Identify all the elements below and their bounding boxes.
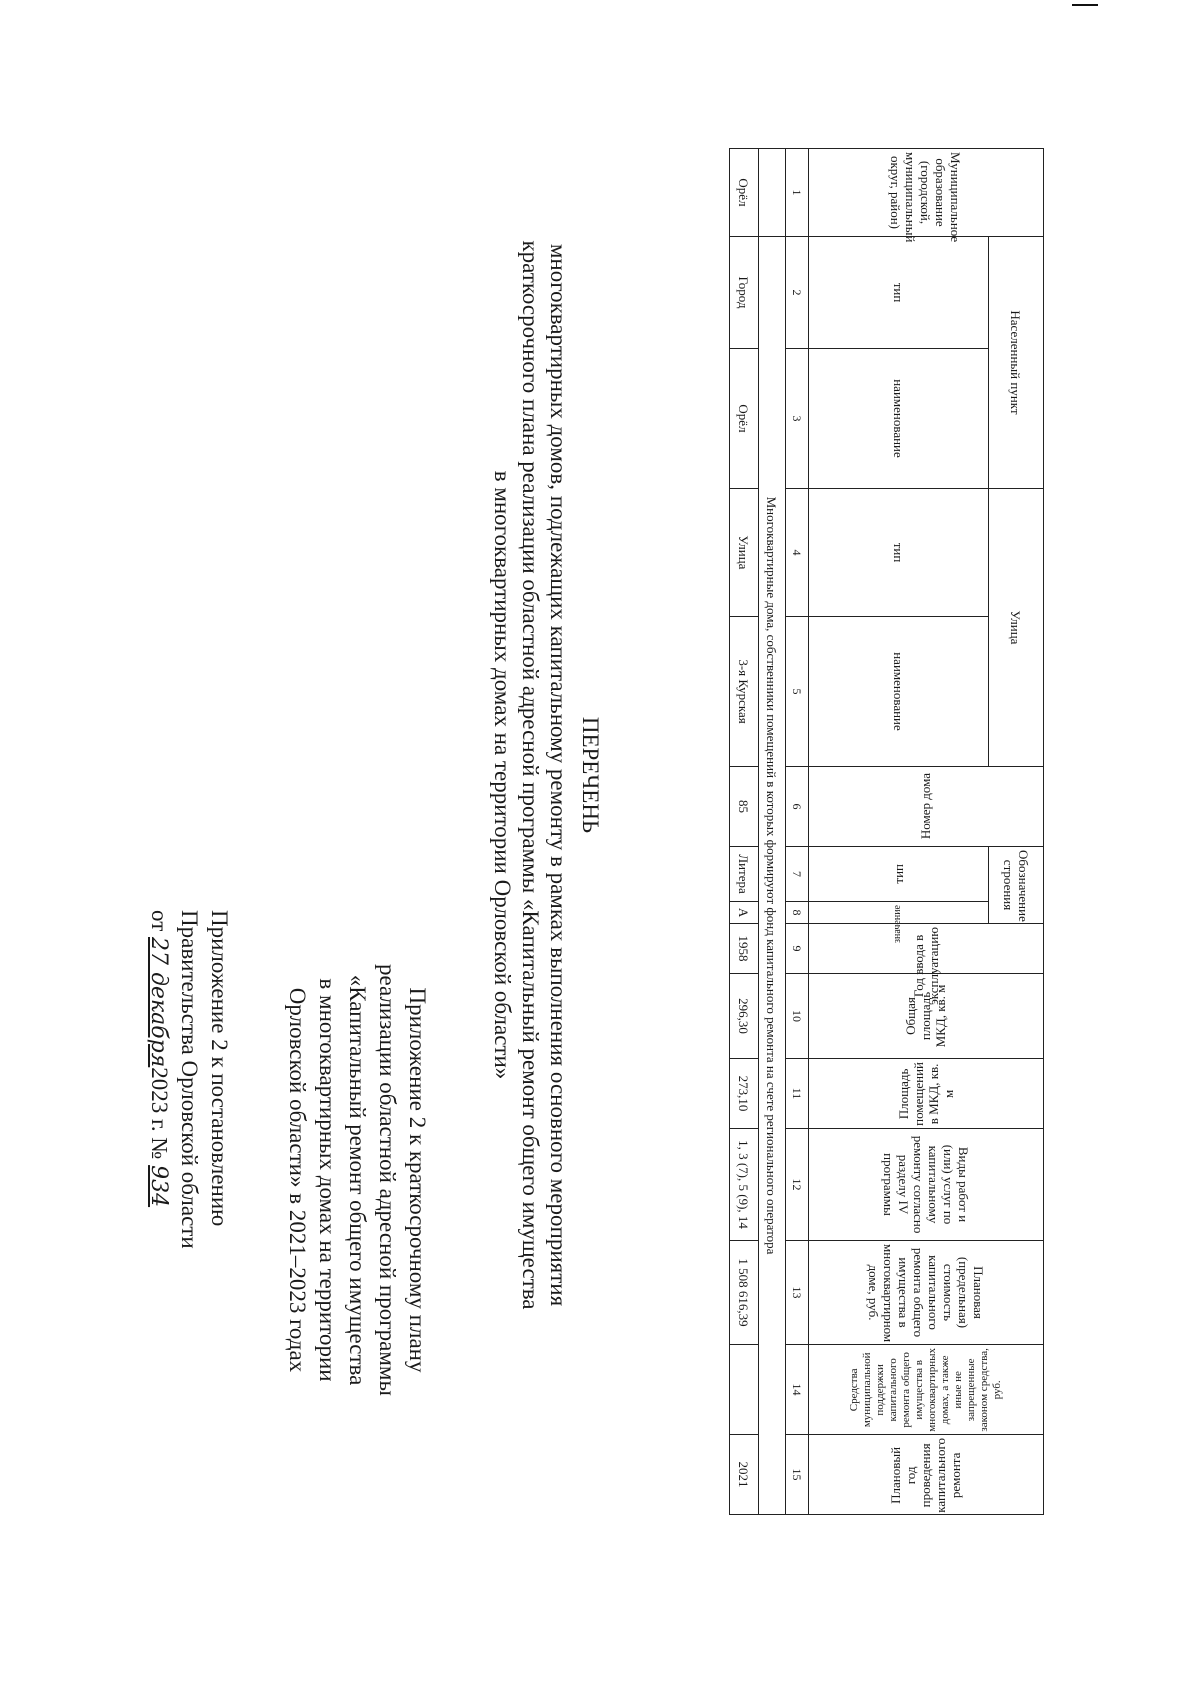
decree-line-2: Правительства Орловской области	[177, 910, 202, 1249]
cell-municipality: Орёл	[730, 149, 759, 237]
header-total-area: Общая площадь МКД, кв. м	[809, 974, 1044, 1059]
header-settlement-type: тип	[809, 237, 989, 349]
column-number: 1	[786, 149, 809, 237]
cell-building-value: А	[730, 902, 759, 924]
header-street-type: тип	[809, 489, 989, 617]
header-planned-cost: Плановая (предельная) стоимость капитального ремонта общего имущества в многоквартирном доме, руб.	[809, 1241, 1044, 1345]
cell-premises-area: 273,10	[730, 1059, 759, 1129]
cell-building-type: Литера	[730, 847, 759, 902]
column-number: 5	[786, 617, 809, 767]
header-year-commissioned: Год ввода в эксплуатацию	[809, 924, 1044, 974]
column-number: 12	[786, 1129, 809, 1241]
cell-municipal-support	[730, 1345, 759, 1435]
plan-line-4: в многоквартирных домах на территории	[315, 978, 340, 1382]
plan-line-1: Приложение 2 к краткосрочному плану	[405, 987, 430, 1373]
column-number: 15	[786, 1435, 809, 1515]
cell-total-area: 296,30	[730, 974, 759, 1059]
column-number: 3	[786, 349, 809, 489]
column-number: 7	[786, 847, 809, 902]
cell-work-types: 1, 3 (7), 5 (9), 14	[730, 1129, 759, 1241]
decree-line-1: Приложение 2 к постановлению	[207, 910, 232, 1227]
houses-table	[729, 148, 1044, 1515]
header-settlement: Населенный пункт	[989, 237, 1044, 489]
header-municipal-support: Средства муниципальной поддержки капитального ремонта общего имущества в многоквартирных домах, а также иные не запрещенные законом средства, руб.	[809, 1345, 1044, 1435]
handwritten-date: 27 декабря	[146, 937, 171, 1068]
decree-appendix-block	[143, 910, 234, 1310]
column-number: 11	[786, 1059, 809, 1129]
header-house-number: Номер дома	[809, 767, 1044, 847]
cell-street-type: Улица	[730, 489, 759, 617]
header-municipality: Муниципальное образование (городской, муниципальный округ, район)	[809, 149, 1044, 237]
column-number: 9	[786, 924, 809, 974]
cell-street-name: 3-я Курская	[730, 617, 759, 767]
column-number: 2	[786, 237, 809, 349]
header-settlement-name: наименование	[809, 349, 989, 489]
list-title-line-3: в многоквартирных домах на территории Орловской области»	[490, 470, 515, 1080]
column-number: 14	[786, 1345, 809, 1435]
header-planned-year: Плановый год проведения капитального ремонта	[809, 1435, 1044, 1515]
header-building-value: значение	[809, 902, 989, 924]
handwritten-number: 934	[146, 1165, 171, 1208]
header-building-type: тип	[809, 847, 989, 902]
cell-planned-year: 2021	[730, 1435, 759, 1515]
decree-date-line	[143, 910, 174, 1310]
list-title-block	[488, 150, 604, 1400]
list-title-line-2: краткосрочного плана реализации областной адресной программы «Капитальный ремонт общего имущества	[518, 240, 543, 1310]
section-note-row	[759, 149, 786, 1515]
section-note: Многоквартирные дома, собственники помещений в которых формируют фонд капитального ремонта на счете регионального оператора	[759, 237, 786, 1515]
column-numbers-row	[786, 149, 809, 1515]
plan-line-5: Орловской области» в 2021–2023 годах	[285, 987, 310, 1373]
header-building: Обозначение строения	[989, 847, 1044, 924]
list-heading: ПЕРЕЧЕНЬ	[578, 716, 603, 834]
plan-appendix-block	[282, 900, 432, 1460]
cell-house-number: 85	[730, 767, 759, 847]
decree-year-label: 2023 г. №	[147, 1067, 172, 1160]
header-premises-area: Площадь помещений в МКД, кв. м	[809, 1059, 1044, 1129]
cell-settlement-type: Город	[730, 237, 759, 349]
header-work-types: Виды работ и (или) услуг по капитальному ремонту согласно разделу IV программы	[809, 1129, 1044, 1241]
cell-planned-cost: 1 508 616,39	[730, 1241, 759, 1345]
column-number: 6	[786, 767, 809, 847]
list-title-line-1: многоквартирных домов, подлежащих капитальному ремонту в рамках выполнения основного мероприятия	[546, 243, 571, 1307]
column-number: 8	[786, 902, 809, 924]
table-row	[730, 149, 759, 1515]
plan-line-3: «Капитальный ремонт общего имущества	[345, 974, 370, 1386]
decree-from-label: от	[147, 910, 172, 932]
header-street-name: наименование	[809, 617, 989, 767]
column-number: 10	[786, 974, 809, 1059]
cell-settlement-name: Орёл	[730, 349, 759, 489]
column-number: 4	[786, 489, 809, 617]
column-number: 13	[786, 1241, 809, 1345]
cell-year: 1958	[730, 924, 759, 974]
plan-line-2: реализации областной адресной программы	[375, 964, 400, 1396]
header-street: Улица	[989, 489, 1044, 767]
